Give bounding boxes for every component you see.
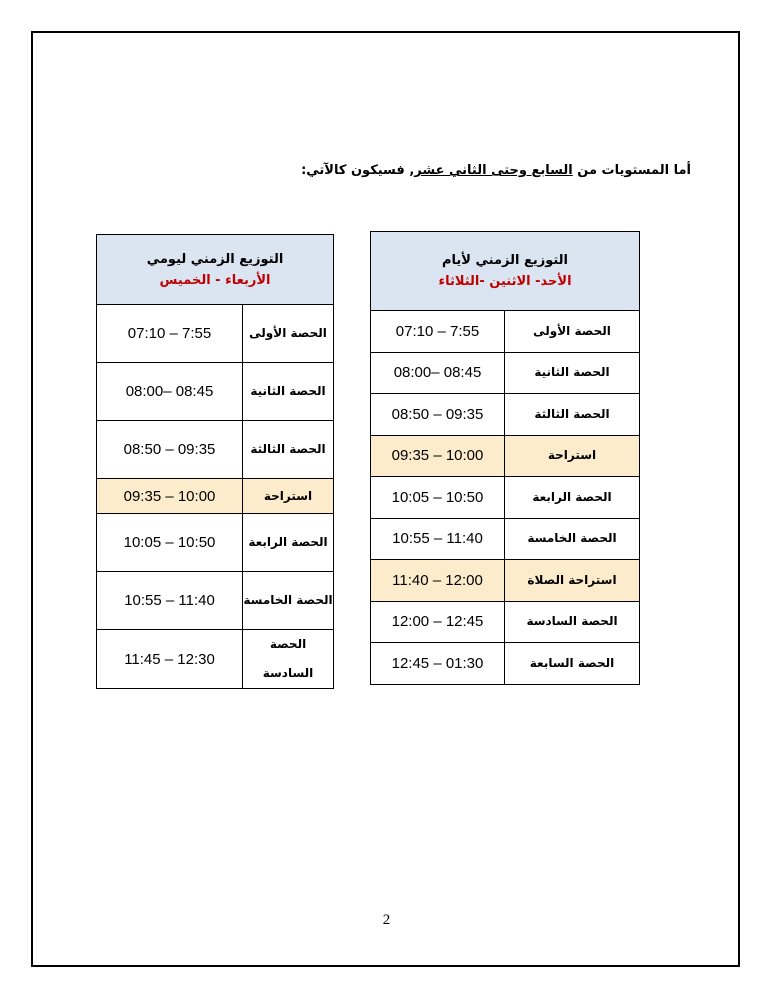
table-row <box>97 630 334 689</box>
period-time: 07:10 – 7:55 <box>97 305 243 363</box>
period-time: 10:55 – 11:40 <box>371 518 505 560</box>
period-name: الحصة الثانية <box>243 363 334 421</box>
table-row <box>97 421 334 479</box>
intro-sentence <box>301 163 691 178</box>
period-name: الحصة الرابعة <box>505 477 640 519</box>
break-row <box>97 479 334 514</box>
schedule-table-sun-tue <box>370 231 640 685</box>
period-time: 08:50 – 09:35 <box>97 421 243 479</box>
table-days: الأحد- الاثنين -الثلاثاء <box>438 274 572 289</box>
period-name: الحصة الأولى <box>505 311 640 353</box>
period-name: الحصة الخامسة <box>505 518 640 560</box>
period-name: الحصة السادسة <box>505 601 640 643</box>
table-row <box>371 477 640 519</box>
period-name: الحصة السابعة <box>505 643 640 685</box>
period-name: استراحة <box>243 479 334 514</box>
period-name: الحصة السادسة <box>243 630 334 689</box>
table-row <box>97 572 334 630</box>
period-time: 10:05 – 10:50 <box>97 514 243 572</box>
period-time: 11:45 – 12:30 <box>97 630 243 689</box>
table-row <box>371 643 640 685</box>
period-time: 09:35 – 10:00 <box>371 435 505 477</box>
intro-part-3: , فسيكون كالآتي: <box>301 163 415 178</box>
table-row <box>371 518 640 560</box>
break-row <box>371 560 640 602</box>
period-name: الحصة الثالثة <box>243 421 334 479</box>
period-name: استراحة الصلاة <box>505 560 640 602</box>
period-name: الحصة الخامسة <box>243 572 334 630</box>
table-header <box>97 235 334 305</box>
period-time: 08:00– 08:45 <box>371 352 505 394</box>
table-title: التوزيع الزمني ليومي <box>146 251 284 267</box>
period-time: 09:35 – 10:00 <box>97 479 243 514</box>
period-name: الحصة الرابعة <box>243 514 334 572</box>
period-name: الحصة الأولى <box>243 305 334 363</box>
table-days: الأربعاء - الخميس <box>159 272 271 288</box>
period-name: الحصة الثانية <box>505 352 640 394</box>
period-time: 08:50 – 09:35 <box>371 394 505 436</box>
table-row <box>97 305 334 363</box>
table-row <box>371 352 640 394</box>
page-number: 2 <box>382 912 391 928</box>
period-time: 08:00– 08:45 <box>97 363 243 421</box>
period-name: استراحة <box>505 435 640 477</box>
table-row <box>371 394 640 436</box>
period-time: 10:55 – 11:40 <box>97 572 243 630</box>
period-time: 10:05 – 10:50 <box>371 477 505 519</box>
schedule-table-wed-thu <box>96 234 334 689</box>
break-row <box>371 435 640 477</box>
table-title: التوزيع الزمني لأيام <box>442 253 568 268</box>
table-row <box>371 311 640 353</box>
table-row <box>97 363 334 421</box>
period-time: 11:40 – 12:00 <box>371 560 505 602</box>
period-time: 12:00 – 12:45 <box>371 601 505 643</box>
intro-levels-underlined: السابع وحتى الثاني عشر <box>414 163 573 178</box>
table-row <box>97 514 334 572</box>
period-time: 07:10 – 7:55 <box>371 311 505 353</box>
table-row <box>371 601 640 643</box>
intro-part-1: أما المستويات من <box>572 163 691 178</box>
table-header <box>371 232 640 311</box>
period-name: الحصة الثالثة <box>505 394 640 436</box>
period-time: 12:45 – 01:30 <box>371 643 505 685</box>
